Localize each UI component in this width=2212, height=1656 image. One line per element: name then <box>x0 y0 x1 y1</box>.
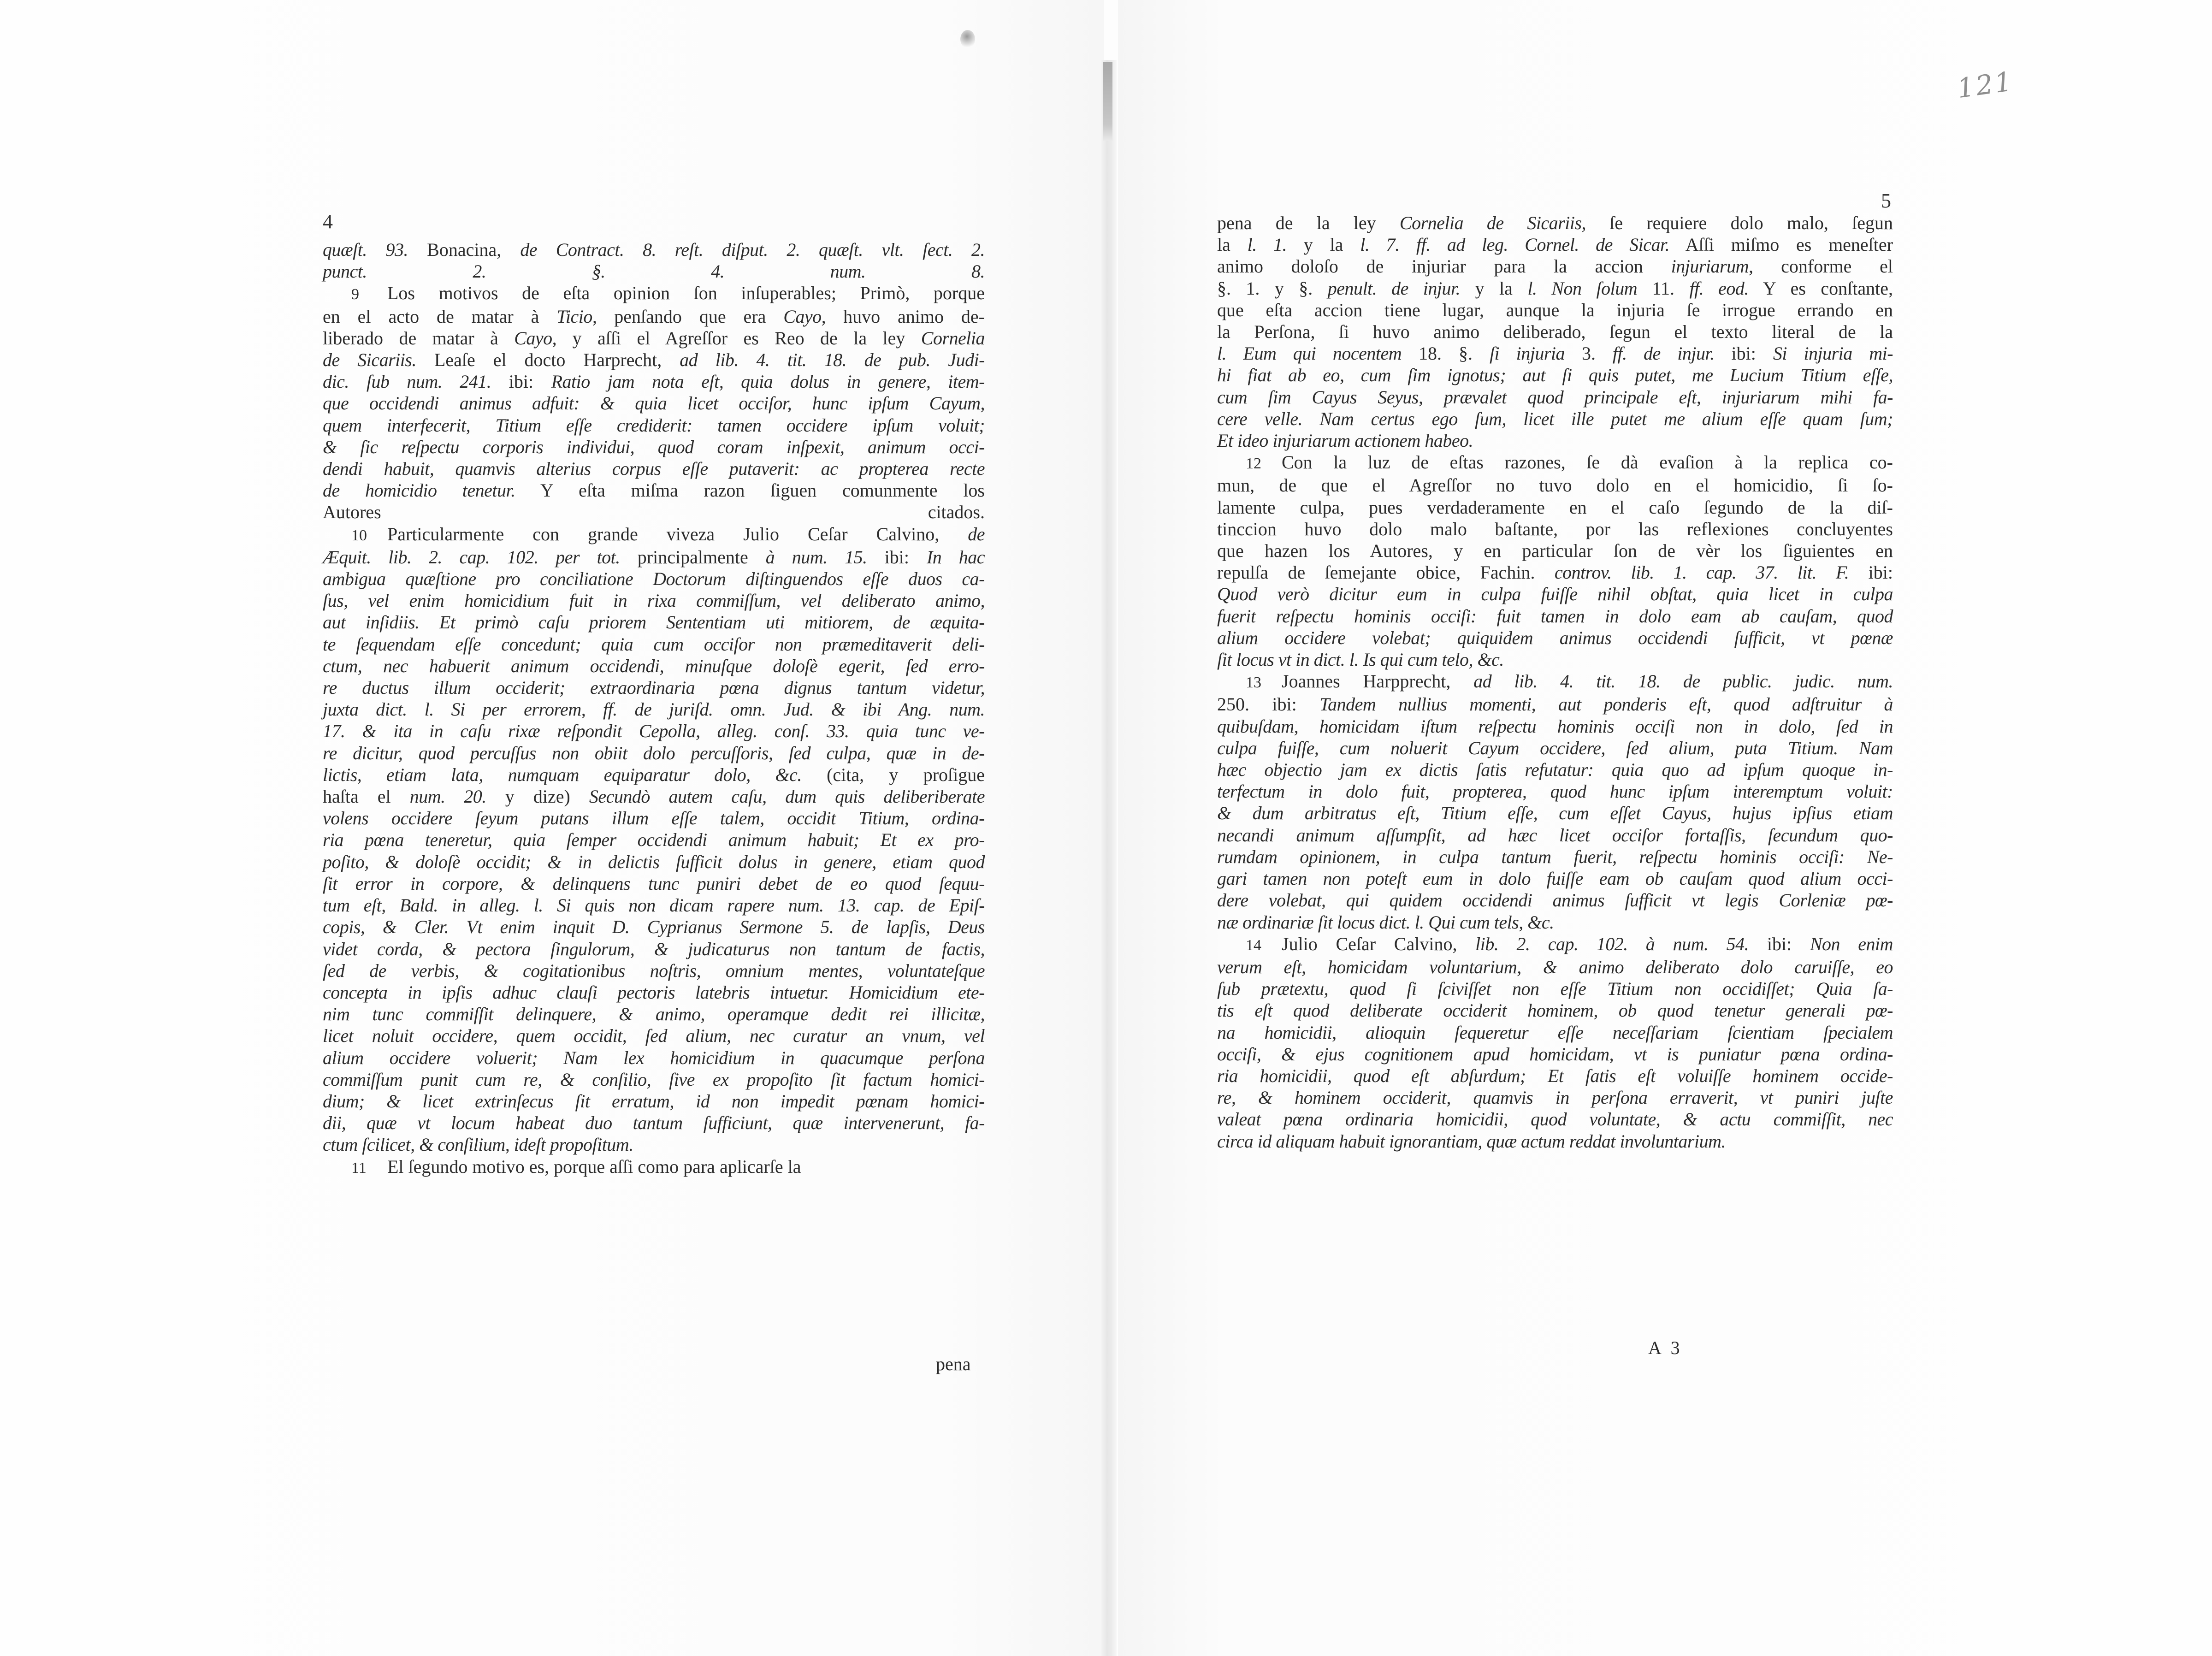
latin-citation: valeat pœna ordinaria homicidii, quod voluntate, & actu commiſſit, nec <box>1217 1109 1893 1130</box>
latin-citation: aut inſidiis. Et primò caſu priorem Sententiam uti mitiorem, de æquita- <box>323 612 985 633</box>
text-line <box>323 807 985 829</box>
text-line <box>1217 933 1893 956</box>
text-line <box>1217 540 1893 562</box>
text-line <box>1217 212 1893 234</box>
paragraph-number: 10 <box>351 526 367 544</box>
text-line <box>323 786 985 807</box>
text-line <box>323 720 985 742</box>
latin-citation: dere volebat, qui quidem occidendi animus ſufficit vt legis Corleniæ pœ- <box>1217 890 1893 911</box>
latin-citation: ſed de verbis, & cogitationibus noſtris, omnium mentes, voluntateſque <box>323 960 985 981</box>
text-line <box>323 829 985 851</box>
body-text: Leaſe el docto Harprecht, <box>416 349 680 371</box>
latin-citation: hi fiat ab eo, cum ſim ignotus; aut ſi quis putet, me Lucium Titium eſſe, <box>1217 365 1893 386</box>
latin-citation: Si injuria mi- <box>1773 343 1893 364</box>
latin-citation: fuerit reſpectu hominis occiſi: fuit tamen in dolo eam ab cauſam, quod <box>1217 605 1893 627</box>
body-text: en el acto de matar à <box>323 306 557 327</box>
body-text: ibi: <box>491 371 551 392</box>
body-text: que eſta accion tiene lugar, aunque la injuria ſe irrogue errando en <box>1217 299 1893 320</box>
latin-citation: ſus, vel enim homicidium fuit in rixa commiſſum, vel deliberato animo, <box>323 590 985 611</box>
body-text: ibi: <box>1749 933 1810 954</box>
body-text: Y es conſtante, <box>1748 278 1893 299</box>
text-line <box>1217 1065 1893 1087</box>
latin-citation: de <box>968 523 985 544</box>
body-text: Autores citados. <box>323 502 985 523</box>
body-text: Julio Ceſar Calvino, <box>1282 933 1476 954</box>
text-line <box>1217 716 1893 737</box>
text-line <box>323 982 985 1003</box>
text-line <box>323 414 985 436</box>
latin-citation: Non enim <box>1810 933 1893 954</box>
text-line <box>323 894 985 916</box>
latin-citation: necandi animum aſſumpſit, ad hæc licet occiſor fortaſſis, ſecundum quo- <box>1217 824 1893 846</box>
body-text: repulſa de ſemejante obice, Fachin. <box>1217 562 1555 583</box>
text-line <box>1217 802 1893 824</box>
latin-citation: tum eſt, Bald. in alleg. l. Si quis non dicam rapere num. 13. cap. de Epiſ- <box>323 895 985 916</box>
latin-citation: alium occidere volebat; quiquidem animus occidendi ſufficit, vt pœnæ <box>1217 627 1893 648</box>
latin-citation: ria pœna teneretur, quia ſemper occidendi animum habuit; Et ex pro- <box>323 829 985 851</box>
text-line <box>1217 321 1893 343</box>
latin-citation: copis, & Cler. Vt enim inquit D. Cyprianus Sermone 5. de lapſis, Deus <box>323 917 985 938</box>
latin-citation: re ductus illum occiderit; extraordinaria pœna dignus tantum videtur, <box>323 677 985 698</box>
text-line <box>323 1090 985 1112</box>
latin-citation: quem interfecerit, Titium eſſe crediderit: tamen occidere ipſum voluit; <box>323 414 985 436</box>
text-line <box>1217 956 1893 978</box>
text-line <box>323 742 985 764</box>
body-text: El ſegundo motivo es, porque aſſi como para aplicarſe la <box>387 1156 801 1177</box>
signature-mark: A 3 <box>1648 1337 1683 1358</box>
text-line <box>323 655 985 677</box>
latin-citation: tis eſt quod deliberate occiderit hominem, ob quod tenetur generali pœ- <box>1217 1000 1893 1021</box>
latin-citation: volens occidere ſeyum putans illum eſſe talem, occidit Titium, ordina- <box>323 808 985 829</box>
body-text: ibi: <box>1714 343 1773 364</box>
text-line <box>1217 693 1893 715</box>
latin-citation: controv. lib. 1. cap. 37. lit. F. <box>1554 562 1849 583</box>
body-text: tinccion huvo dolo malo baſtante, por las reflexiones concluyentes <box>1217 518 1893 539</box>
latin-citation: ſit error in corpore, & delinquens tunc puniri debet de eo quod ſequu- <box>323 873 985 894</box>
body-text: y la <box>1287 234 1360 255</box>
latin-citation: ſi injuria <box>1489 343 1565 364</box>
text-line <box>1217 781 1893 802</box>
text-line <box>1217 364 1893 386</box>
page-number-left: 4 <box>323 210 333 233</box>
text-line <box>323 590 985 611</box>
text-line <box>1217 386 1893 408</box>
latin-citation: num. 20. <box>409 786 486 807</box>
text-line <box>1217 299 1893 321</box>
book-gutter <box>1101 60 1117 1656</box>
text-line <box>323 1047 985 1069</box>
latin-citation: commiſſum punit cum re, & conſilio, ſive ex propoſito ſit factum homici- <box>323 1069 985 1090</box>
text-line <box>323 611 985 633</box>
text-line <box>1217 737 1893 759</box>
body-text: que hazen los Autores, y en particular ſon de vèr los ſiguientes en <box>1217 540 1893 562</box>
latin-citation: Cayo, <box>514 327 557 349</box>
latin-citation: Ratio jam nota eſt, quia dolus in genere, item- <box>551 371 985 392</box>
text-line <box>1217 278 1893 299</box>
paragraph-number: 9 <box>351 286 359 303</box>
text-line <box>323 1112 985 1134</box>
text-line <box>1217 583 1893 605</box>
body-text: y la <box>1460 278 1528 299</box>
text-line <box>1217 868 1893 889</box>
latin-citation: ambigua quæſtione pro conciliatione Doctorum diſtinguendos eſſe duos ca- <box>323 568 985 590</box>
text-line <box>1217 824 1893 846</box>
text-line <box>323 479 985 501</box>
text-line <box>1217 1087 1893 1108</box>
body-text: huvo animo de- <box>826 306 985 327</box>
text-line <box>323 523 985 546</box>
latin-citation: Ticio, <box>556 306 597 327</box>
text-line <box>1217 605 1893 627</box>
latin-citation: injuriarum, <box>1671 256 1753 277</box>
text-line <box>323 1069 985 1090</box>
text-line <box>1217 1130 1893 1152</box>
text-line <box>323 327 985 349</box>
text-line <box>1217 978 1893 1000</box>
text-line <box>323 633 985 655</box>
latin-citation: ſit locus vt in dict. l. Is qui cum telo, &c. <box>1217 649 1504 670</box>
text-line <box>323 938 985 960</box>
body-text: conforme el <box>1753 256 1893 277</box>
latin-citation: lib. 2. cap. 102. à num. 54. <box>1475 933 1749 954</box>
latin-citation: ſub prætextu, quod ſi ſciviſſet non eſſe Titium non occidiſſet; Quia ſa- <box>1217 978 1893 1000</box>
latin-citation: quibuſdam, homicidam iſtum reſpectu hominis occiſi non in dolo, ſed in <box>1217 716 1893 737</box>
latin-citation: rumdam opinionem, in culpa tantum fuerit, reſpectu hominis occiſi: Ne- <box>1217 846 1893 867</box>
body-text: 250. ibi: <box>1217 694 1320 715</box>
body-text: ibi: <box>1849 562 1893 583</box>
handwritten-folio-number: 121 <box>1955 65 2016 105</box>
latin-citation: Et ideo injuriarum actionem habeo. <box>1217 430 1473 451</box>
latin-citation: dium; & licet extrinſecus ſit erratum, id non impedit pœnam homici- <box>323 1090 985 1112</box>
latin-citation: dii, quæ vt locum habeat duo tantum ſufficiunt, quæ intervenerunt, fa- <box>323 1112 985 1134</box>
latin-citation: ctum, nec habuerit animum occidendi, minuſque doloſè egerit, ſed erro- <box>323 655 985 676</box>
paragraph-number: 14 <box>1246 936 1261 954</box>
latin-citation: nim tunc commiſſit delinquere, & animo, operamque dedit rei illicitæ, <box>323 1004 985 1025</box>
ink-blot-mark <box>960 30 975 48</box>
latin-citation: de homicidio tenetur. <box>323 480 515 501</box>
latin-citation: circa id aliquam habuit ignorantiam, quæ actum reddat involuntarium. <box>1217 1130 1726 1152</box>
body-text: la <box>1217 234 1248 255</box>
body-text: Los motivos de eſta opinion ſon inſuperables; Primò, porque <box>387 283 985 304</box>
body-text: y dize) <box>486 786 589 807</box>
latin-citation: occiſi, & ejus cognitionem apud homicidam, vt is puniatur pœna ordina- <box>1217 1043 1893 1065</box>
body-text: animo doloſo de injuriar para la accion <box>1217 256 1671 277</box>
latin-citation: næ ordinariæ ſit locus dict. l. Qui cum tels, &c. <box>1217 911 1554 933</box>
text-line <box>1217 408 1893 430</box>
text-line <box>323 282 985 305</box>
latin-citation: quæſt. 93. <box>323 239 408 260</box>
latin-citation: juxta dict. l. Si per errorem, ff. de juriſd. omn. Jud. & ibi Ang. num. <box>323 699 985 720</box>
paragraph-number: 11 <box>351 1159 367 1177</box>
body-text: penſando que era <box>597 306 784 327</box>
body-text: 18. §. <box>1402 343 1490 364</box>
body-text: 3. <box>1565 343 1613 364</box>
text-line <box>1217 1043 1893 1065</box>
text-line <box>323 764 985 786</box>
body-text: la Perſona, ſi huvo animo deliberado, ſegun el texto literal de la <box>1217 321 1893 343</box>
latin-citation: Cornelia <box>921 327 985 349</box>
text-line <box>1217 255 1893 277</box>
text-line <box>323 392 985 414</box>
text-line <box>323 698 985 720</box>
latin-citation: culpa fuiſſe, cum noluerit Cayum occidere, ſed alium, puta Titium. Nam <box>1217 737 1893 758</box>
latin-citation: terfectum in dolo fuit, propterea, quod hunc ipſum interemptum voluit: <box>1217 781 1893 802</box>
latin-citation: l. 7. ff. ad leg. Cornel. de Sicar. <box>1360 234 1670 255</box>
latin-citation: punct. 2. §. 4. num. 8. <box>323 261 985 282</box>
right-page-text <box>1217 212 1893 1152</box>
text-line <box>1217 474 1893 496</box>
text-line <box>323 458 985 479</box>
latin-citation: Æquit. lib. 2. cap. 102. per tot. <box>323 546 620 568</box>
text-line <box>323 371 985 392</box>
text-line <box>1217 759 1893 781</box>
body-text: §. 1. y §. <box>1217 278 1328 299</box>
text-line <box>1217 627 1893 649</box>
latin-citation: 17. & ita in caſu rixæ reſpondit Cepolla, alleg. conſ. 33. quia tunc ve- <box>323 721 985 742</box>
latin-citation: ad lib. 4. tit. 18. de pub. Judi- <box>680 349 985 371</box>
text-line <box>323 306 985 327</box>
text-line <box>323 960 985 982</box>
latin-citation: l. 1. <box>1247 234 1287 255</box>
latin-citation: Tandem nullius momenti, aut ponderis eſt, quod adſtruitur à <box>1319 694 1893 715</box>
body-text: ſe requiere dolo malo, ſegun <box>1586 213 1893 233</box>
text-line <box>1217 1000 1893 1021</box>
paragraph-number: 12 <box>1246 455 1261 473</box>
text-line <box>323 501 985 523</box>
body-text: (cita, y proſigue <box>801 764 985 785</box>
latin-citation: l. Eum qui nocentem <box>1217 343 1402 364</box>
body-text: Bonacina, <box>408 239 520 260</box>
latin-citation: ff. de injur. <box>1612 343 1715 364</box>
latin-citation: gari tamen non poteſt eum in dolo fuiſſe eam ob cauſam quod alium occi- <box>1217 868 1893 889</box>
text-line <box>1217 562 1893 583</box>
latin-citation: In hac <box>926 546 985 568</box>
text-line <box>323 1134 985 1155</box>
latin-citation: lictis, etiam lata, numquam equiparatur dolo, &c. <box>323 764 802 785</box>
body-text: 11. <box>1637 278 1690 299</box>
latin-citation: cere velle. Nam certus ego ſum, licet ille putet me alium eſſe quam ſum; <box>1217 408 1893 429</box>
text-line <box>1217 1022 1893 1043</box>
catchword-left: pena <box>936 1354 971 1374</box>
text-line <box>1217 889 1893 911</box>
left-page <box>0 0 1104 1656</box>
latin-citation: de Sicariis. <box>323 349 416 371</box>
body-text: Con la luz de eſtas razones, ſe dà evaſion à la replica co- <box>1282 452 1893 473</box>
text-line <box>1217 846 1893 868</box>
latin-citation: que occidendi animus adfuit: & quia licet occiſor, hunc ipſum Cayum, <box>323 393 985 414</box>
latin-citation: re dicitur, quod percuſſus non obiit dolo percuſſoris, ſed culpa, quæ in de- <box>323 742 985 763</box>
text-line <box>1217 451 1893 474</box>
text-line <box>1217 343 1893 364</box>
gutter-shadow <box>1103 62 1112 141</box>
text-line <box>323 916 985 938</box>
text-line <box>323 1156 985 1179</box>
text-line <box>1217 430 1893 451</box>
latin-citation: Secundò autem caſu, dum quis deliberiberate <box>589 786 985 807</box>
latin-citation: ad lib. 4. tit. 18. de public. judic. num. <box>1473 671 1893 692</box>
text-line <box>323 239 985 260</box>
latin-citation: & ſic reſpectu corporis individui, quod coram inſpexit, animum occi- <box>323 436 985 457</box>
latin-citation: verum eſt, homicidam voluntarium, & animo deliberato dolo caruiſſe, eo <box>1217 956 1893 977</box>
body-text: haſta el <box>323 786 410 807</box>
latin-citation: à num. 15. <box>765 546 867 568</box>
latin-citation: dendi habuit, quamvis alterius corpus eſſe putaverit: ac propterea recte <box>323 458 985 479</box>
text-line <box>323 546 985 568</box>
text-line <box>1217 234 1893 255</box>
latin-citation: re, & hominem occiderit, quamvis in perſona erraverit, vt puniri juſte <box>1217 1087 1893 1108</box>
latin-citation: cum ſim Cayus Seyus, prævalet quod principale eſt, injuriarum mihi fa- <box>1217 386 1893 408</box>
text-line <box>1217 649 1893 670</box>
latin-citation: l. Non ſolum <box>1527 278 1638 299</box>
body-text: Aſſi miſmo es meneſter <box>1669 234 1893 255</box>
text-line <box>1217 1108 1893 1130</box>
body-text: ibi: <box>867 546 927 568</box>
latin-citation: te ſequendam eſſe concedunt; quia cum occiſor non præmeditaverit deli- <box>323 633 985 655</box>
text-line <box>323 260 985 282</box>
latin-citation: licet noluit occidere, quem occidit, ſed alium, nec curatur an vnum, vel <box>323 1025 985 1047</box>
latin-citation: Cayo, <box>783 306 826 327</box>
latin-citation: ctum ſcilicet, & conſilium, ideſt propoſitum. <box>323 1134 633 1155</box>
text-line <box>323 851 985 873</box>
body-text: Particularmente con grande viveza Julio Ceſar Calvino, <box>387 523 968 544</box>
latin-citation: alium occidere voluerit; Nam lex homicidium in quacumque perſona <box>323 1047 985 1068</box>
text-line <box>1217 670 1893 693</box>
text-line <box>323 436 985 458</box>
left-page-text <box>323 239 985 1179</box>
text-line <box>323 349 985 371</box>
text-line <box>323 677 985 698</box>
text-line <box>1217 518 1893 540</box>
body-text: y aſſi el Agreſſor es Reo de la ley <box>556 327 921 349</box>
body-text: principalmente <box>620 546 766 568</box>
text-line <box>323 568 985 590</box>
paragraph-number: 13 <box>1246 674 1261 692</box>
latin-citation: videt corda, & pectora ſingulorum, & judicaturus non tantum de factis, <box>323 938 985 959</box>
latin-citation: Quod verò dicitur eum in culpa fuiſſe nihil obſtat, quia licet in culpa <box>1217 584 1893 605</box>
page-number-right: 5 <box>1881 189 1891 212</box>
body-text: mun, de que el Agreſſor no tuvo dolo en el homicidio, ſi ſo- <box>1217 475 1893 496</box>
latin-citation: penult. de injur. <box>1327 278 1461 299</box>
body-text: Joannes Harpprecht, <box>1282 671 1474 692</box>
text-line <box>323 1025 985 1047</box>
latin-citation: dic. ſub num. 241. <box>323 371 491 392</box>
text-line <box>323 1003 985 1025</box>
latin-citation: na homicidii, alioquin ſequeretur eſſe neceſſariam ſcientiam ſpecialem <box>1217 1022 1893 1043</box>
latin-citation: poſito, & doloſè occidit; & in delictis ſufficit dolus in genere, etiam quod <box>323 851 985 872</box>
latin-citation: ff. eod. <box>1689 278 1749 299</box>
latin-citation: ria homicidii, quod eſt abſurdum; Et ſatis eſt voluiſſe hominem occide- <box>1217 1065 1893 1086</box>
body-text: Y eſta miſma razon ſiguen comunmente los <box>515 480 985 501</box>
text-line <box>1217 911 1893 933</box>
body-text: pena de la ley <box>1217 213 1400 233</box>
body-text: lamente culpa, pues verdaderamente en el caſo ſegundo de la diſ- <box>1217 497 1893 518</box>
text-line <box>323 873 985 894</box>
text-line <box>1217 497 1893 518</box>
latin-citation: de Contract. 8. reſt. diſput. 2. quæſt. vlt. ſect. 2. <box>520 239 985 260</box>
latin-citation: hæc objectio jam ex dictis ſatis refutatur: quia quo ad ipſum quoque in- <box>1217 759 1893 781</box>
latin-citation: Cornelia de Sicariis, <box>1399 213 1586 233</box>
latin-citation: concepta in ipſis adhuc clauſi pectoris latebris intuetur. Homicidium ete- <box>323 982 985 1003</box>
latin-citation: & dum arbitratus eſt, Titium eſſe, cum eſſet Cayus, hujus ipſius etiam <box>1217 803 1893 824</box>
body-text: liberado de matar à <box>323 327 515 349</box>
